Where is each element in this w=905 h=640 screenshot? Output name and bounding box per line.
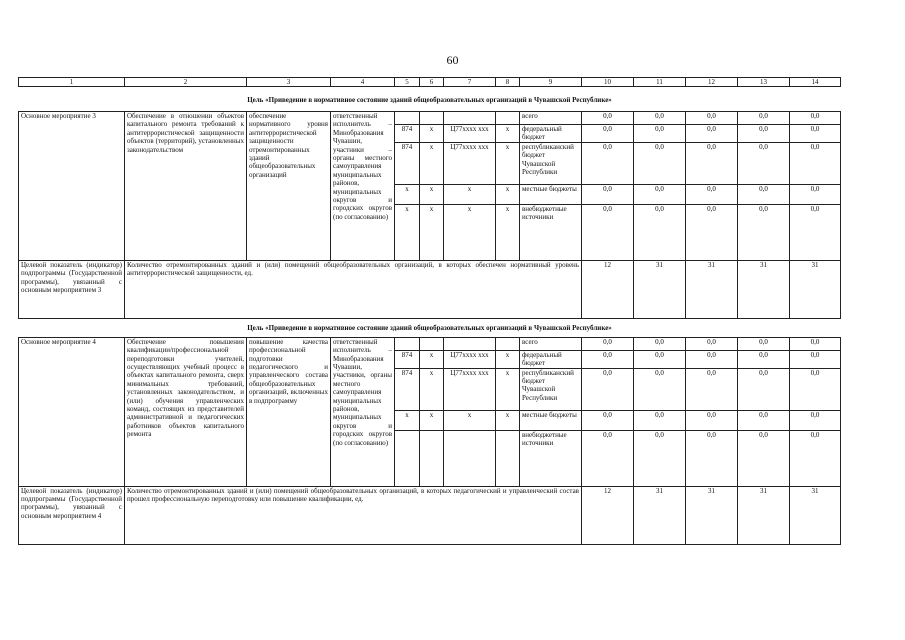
funding-value: 0,0 — [582, 350, 634, 368]
funding-value: 0,0 — [686, 410, 738, 430]
budget-code: х — [395, 184, 420, 204]
header-cell: 14 — [790, 78, 841, 87]
funding-source: внебюджетные источники — [520, 430, 582, 486]
goal-row — [19, 318, 841, 337]
funding-value: 0,0 — [738, 204, 790, 260]
header-cell: 6 — [420, 78, 444, 87]
funding-source: федеральный бюджет — [520, 125, 582, 143]
funding-value: 0,0 — [686, 112, 738, 125]
funding-value: 0,0 — [582, 368, 634, 410]
measure-purpose: повышение качества профессиональной подготовки педагогического и управленческого состава общеобразовательных организаций, включенных в подпрограмму — [247, 337, 331, 486]
funding-value: 0,0 — [634, 337, 686, 350]
budget-code: Ц77xxxx xxx — [444, 125, 496, 143]
goal-title: Цель «Приведение в нормативное состояние зданий общеобразовательных организаций в Чувашской Республике» — [247, 95, 612, 104]
funding-value: 0,0 — [738, 125, 790, 143]
budget-code: х — [496, 184, 520, 204]
budget-code: х — [444, 204, 496, 260]
indicator-value: 12 — [582, 260, 634, 318]
budget-code: х — [496, 368, 520, 410]
funding-row — [19, 112, 841, 125]
indicator-label: Целевой показатель (индикатор) подпрограммы (Государственной программы), увязанный с основным мероприятием 3 — [19, 260, 125, 318]
funding-value: 0,0 — [738, 430, 790, 486]
funding-value: 0,0 — [790, 184, 841, 204]
budget-code: х — [420, 350, 444, 368]
budget-code: х — [444, 410, 496, 430]
funding-value: 0,0 — [686, 184, 738, 204]
funding-value: 0,0 — [686, 337, 738, 350]
funding-value: 0,0 — [738, 184, 790, 204]
budget-code — [420, 112, 444, 125]
measure-name: Основное мероприятие 3 — [19, 112, 125, 261]
funding-value: 0,0 — [686, 142, 738, 184]
indicator-text: Количество отремонтированных зданий и (или) помещений общеобразовательных организаций, в которых обеспечен нормативный уровень антитеррористической защищенности, ед. — [125, 260, 582, 318]
funding-value: 0,0 — [686, 350, 738, 368]
funding-value: 0,0 — [582, 125, 634, 143]
budget-code: 874 — [395, 350, 420, 368]
funding-value: 0,0 — [738, 112, 790, 125]
funding-value: 0,0 — [738, 368, 790, 410]
funding-value: 0,0 — [790, 112, 841, 125]
header-cell: 8 — [496, 78, 520, 87]
funding-value: 0,0 — [738, 142, 790, 184]
indicator-row — [19, 486, 841, 544]
funding-table — [18, 77, 841, 545]
funding-value: 0,0 — [582, 112, 634, 125]
funding-value: 0,0 — [634, 410, 686, 430]
header-cell: 7 — [444, 78, 496, 87]
funding-value: 0,0 — [686, 125, 738, 143]
budget-code — [395, 112, 420, 125]
indicator-row — [19, 260, 841, 318]
indicator-value: 31 — [738, 486, 790, 544]
funding-value: 0,0 — [582, 204, 634, 260]
budget-code: х — [395, 204, 420, 260]
funding-source: внебюджетные источники — [520, 204, 582, 260]
budget-code: Ц77xxxx xxx — [444, 142, 496, 184]
header-cell: 1 — [19, 78, 125, 87]
indicator-value: 31 — [790, 486, 841, 544]
budget-code: 874 — [395, 142, 420, 184]
indicator-value: 31 — [790, 260, 841, 318]
budget-code — [496, 112, 520, 125]
budget-code: х — [496, 125, 520, 143]
funding-source: республиканский бюджет Чувашской Республики — [520, 368, 582, 410]
funding-value: 0,0 — [790, 368, 841, 410]
funding-value: 0,0 — [738, 337, 790, 350]
header-cell: 13 — [738, 78, 790, 87]
funding-value: 0,0 — [790, 142, 841, 184]
funding-source: местные бюджеты — [520, 410, 582, 430]
budget-code — [420, 430, 444, 486]
budget-code: х — [420, 142, 444, 184]
funding-value: 0,0 — [634, 204, 686, 260]
funding-value: 0,0 — [738, 410, 790, 430]
indicator-text: Количество отремонтированных зданий и (или) помещений общеобразовательных организаций, в которых педагогический и управленческий состав прошел профессиональную переподготовку или повышение квалификации, ед. — [125, 486, 582, 544]
funding-value: 0,0 — [634, 112, 686, 125]
budget-code — [395, 337, 420, 350]
funding-value: 0,0 — [686, 204, 738, 260]
budget-code: 874 — [395, 368, 420, 410]
indicator-value: 31 — [686, 260, 738, 318]
indicator-value: 12 — [582, 486, 634, 544]
budget-code: х — [420, 125, 444, 143]
budget-code — [420, 337, 444, 350]
indicator-value: 31 — [738, 260, 790, 318]
funding-value: 0,0 — [634, 142, 686, 184]
funding-value: 0,0 — [790, 430, 841, 486]
indicator-label: Целевой показатель (индикатор) подпрограммы (Государственной программы), увязанный с основным мероприятием 4 — [19, 486, 125, 544]
funding-value: 0,0 — [634, 125, 686, 143]
responsible-executor: ответственный исполнитель – Минобразования Чувашии, участники, органы местного самоуправления муниципальных районов, муниципальных округов и городских округов (по согласованию) — [331, 337, 395, 486]
budget-code: 874 — [395, 125, 420, 143]
header-cell: 2 — [125, 78, 247, 87]
funding-value: 0,0 — [686, 430, 738, 486]
budget-code — [496, 430, 520, 486]
funding-value: 0,0 — [790, 204, 841, 260]
header-cell: 4 — [331, 78, 395, 87]
funding-source: местные бюджеты — [520, 184, 582, 204]
budget-code: х — [420, 204, 444, 260]
funding-value: 0,0 — [582, 430, 634, 486]
funding-source: всего — [520, 112, 582, 125]
funding-value: 0,0 — [582, 184, 634, 204]
budget-code: Ц77xxxx xxx — [444, 350, 496, 368]
page-number: 60 — [446, 53, 459, 67]
budget-code: х — [395, 410, 420, 430]
header-row — [19, 78, 841, 87]
funding-value: 0,0 — [790, 410, 841, 430]
budget-code — [444, 337, 496, 350]
budget-code: х — [444, 184, 496, 204]
measure-name: Основное мероприятие 4 — [19, 337, 125, 486]
budget-code: х — [496, 410, 520, 430]
funding-source: федеральный бюджет — [520, 350, 582, 368]
funding-value: 0,0 — [582, 337, 634, 350]
budget-code — [444, 430, 496, 486]
funding-value: 0,0 — [790, 125, 841, 143]
funding-source: республиканский бюджет Чувашской Республики — [520, 142, 582, 184]
funding-value: 0,0 — [686, 368, 738, 410]
funding-value: 0,0 — [790, 350, 841, 368]
budget-code: х — [496, 142, 520, 184]
funding-value: 0,0 — [582, 142, 634, 184]
funding-value: 0,0 — [634, 430, 686, 486]
goal-row — [19, 87, 841, 112]
budget-code: х — [420, 410, 444, 430]
budget-code — [395, 430, 420, 486]
responsible-executor: ответственный исполнитель – Минобразования Чувашии, участники – органы местного самоуправления муниципальных районов, муниципальных округов и городских округов (по согласованию) — [331, 112, 395, 261]
budget-code: х — [420, 184, 444, 204]
header-cell: 12 — [686, 78, 738, 87]
funding-value: 0,0 — [790, 337, 841, 350]
funding-source: всего — [520, 337, 582, 350]
measure-description: Обеспечение повышения квалификации/профессиональной переподготовки учителей, осуществляющих учебный процесс в объектах капитального ремонта, сверх минимальных требований, установленных законодательством, и (или) обучения управленческих команд, состоящих из представителей административной и педагогических работников объектов капитального ремонта — [125, 337, 247, 486]
funding-value: 0,0 — [738, 350, 790, 368]
measure-purpose: обеспечение нормативного уровня антитеррористической защищенности отремонтированных зданий общеобразовательных организаций — [247, 112, 331, 261]
goal-title: Цель «Приведение в нормативное состояние зданий общеобразовательных организаций в Чувашской Республике» — [19, 318, 841, 337]
funding-value: 0,0 — [634, 184, 686, 204]
budget-code: Ц77xxxx xxx — [444, 368, 496, 410]
funding-row — [19, 337, 841, 350]
header-cell: 5 — [395, 78, 420, 87]
header-cell: 9 — [520, 78, 582, 87]
funding-value: 0,0 — [634, 368, 686, 410]
header-cell: 10 — [582, 78, 634, 87]
budget-code: х — [496, 204, 520, 260]
indicator-value: 31 — [686, 486, 738, 544]
indicator-value: 31 — [634, 486, 686, 544]
budget-code: х — [496, 350, 520, 368]
funding-value: 0,0 — [634, 350, 686, 368]
budget-code — [496, 337, 520, 350]
indicator-value: 31 — [634, 260, 686, 318]
header-cell: 3 — [247, 78, 331, 87]
measure-description: Обеспечение в отношении объектов капитального ремонта требований к антитеррористической защищенности объектов (территорий), установленных законодательством — [125, 112, 247, 261]
budget-code — [444, 112, 496, 125]
funding-value: 0,0 — [582, 410, 634, 430]
header-cell: 11 — [634, 78, 686, 87]
budget-code: х — [420, 368, 444, 410]
